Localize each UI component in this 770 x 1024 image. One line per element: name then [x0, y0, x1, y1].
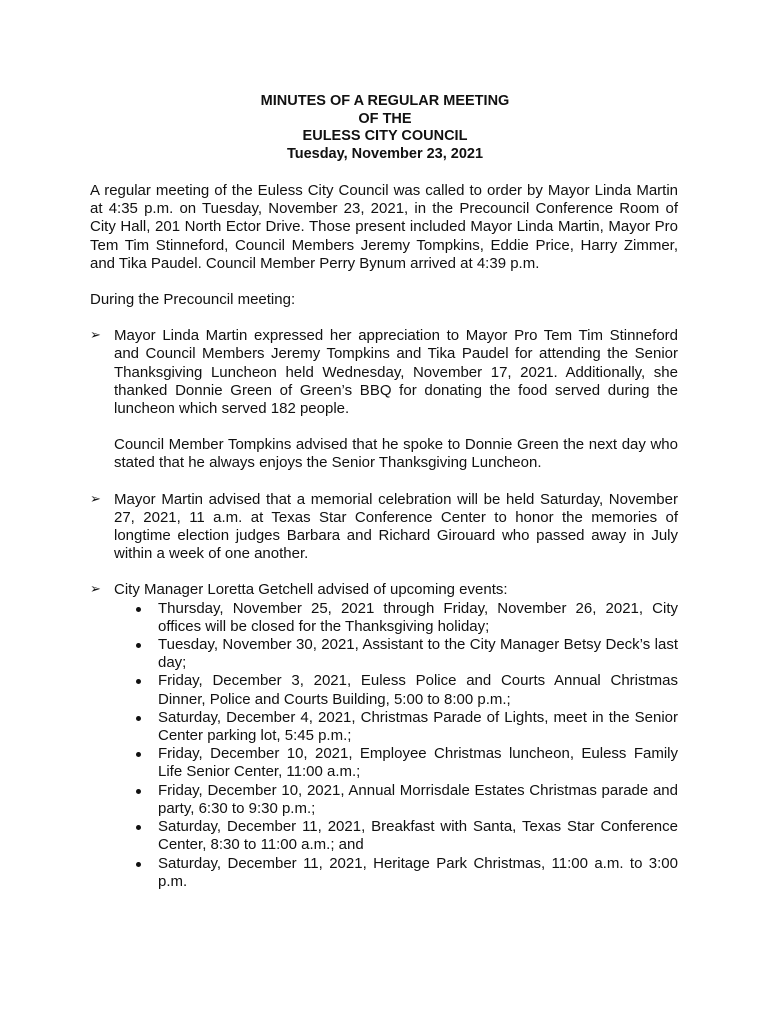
document-title [0, 93, 770, 163]
dot-bullet-icon [136, 825, 141, 830]
dot-bullet-icon [136, 862, 141, 867]
agenda-item-1-followup: Council Member Tompkins advised that he spoke to Donnie Green the next day who stated that he always enjoys the Senior Thanksgiving Luncheon. [114, 436, 678, 472]
title-line-2: OF THE [358, 110, 412, 127]
dot-bullet-icon [136, 752, 141, 757]
event-text: Friday, December 3, 2021, Euless Police and Courts Annual Christmas Dinner, Police and Courts Building, 5:00 to 8:00 p.m.; [158, 672, 678, 708]
intro-paragraph: A regular meeting of the Euless City Council was called to order by Mayor Linda Martin at 4:35 p.m. on Tuesday, November 23, 2021, in the Precouncil Conference Room of City Hall, 201 North Ector Drive. Those present included Mayor Linda Martin, Mayor Pro Tem Tim Stinneford, Council Members Jeremy Tompkins, Eddie Price, Harry Zimmer, and Tika Paudel. Council Member Perry Bynum arrived at 4:39 p.m. [90, 182, 678, 272]
dot-bullet-icon [136, 643, 141, 648]
event-text: Thursday, November 25, 2021 through Friday, November 26, 2021, City offices will be closed for the Thanksgiving holiday; [158, 599, 678, 635]
event-item [158, 636, 678, 672]
events-list [90, 600, 678, 891]
title-line-1: MINUTES OF A REGULAR MEETING [260, 93, 510, 109]
document-body [90, 182, 678, 891]
agenda-item-1 [90, 327, 678, 472]
arrow-bullet-icon: ➢ [90, 328, 101, 344]
agenda-item-3-text: City Manager Loretta Getchell advised of upcoming events: [114, 581, 508, 599]
event-item [158, 600, 678, 636]
event-text: Saturday, December 4, 2021, Christmas Parade of Lights, meet in the Senior Center parking lot, 5:45 p.m.; [158, 708, 678, 745]
event-text: Saturday, December 11, 2021, Heritage Park Christmas, 11:00 a.m. to 3:00 p.m. [158, 854, 678, 890]
event-item [158, 782, 678, 818]
dot-bullet-icon [136, 607, 141, 612]
agenda-item-1-text: Mayor Linda Martin expressed her appreciation to Mayor Pro Tem Tim Stinneford and Council Members Jeremy Tompkins and Tika Paudel for attending the Senior Thanksgiving Luncheon held Wednesday, November 17, 2021. Additionally, she thanked Donnie Green of Green’s BBQ for donating the food served during the luncheon which served 182 people. [114, 327, 678, 418]
event-text: Saturday, December 11, 2021, Breakfast with Santa, Texas Star Conference Center, 8:30 to 11:00 a.m.; and [158, 818, 678, 854]
event-text: Tuesday, November 30, 2021, Assistant to the City Manager Betsy Deck’s last day; [158, 636, 678, 672]
dot-bullet-icon [136, 716, 141, 721]
arrow-bullet-icon: ➢ [90, 491, 101, 507]
title-date: Tuesday, November 23, 2021 [286, 145, 484, 162]
event-text: Friday, December 10, 2021, Employee Christmas luncheon, Euless Family Life Senior Center, 11:00 a.m.; [158, 745, 678, 781]
event-item [158, 672, 678, 708]
dot-bullet-icon [136, 789, 141, 794]
precouncil-heading: During the Precouncil meeting: [90, 291, 296, 309]
event-item [158, 855, 678, 891]
event-text: Friday, December 10, 2021, Annual Morrisdale Estates Christmas parade and party, 6:30 to 9:30 p.m.; [158, 781, 678, 817]
arrow-bullet-icon: ➢ [90, 582, 101, 598]
event-item [158, 745, 678, 781]
agenda-item-3 [90, 581, 678, 599]
agenda-item-2-text: Mayor Martin advised that a memorial celebration will be held Saturday, November 27, 2021, 11 a.m. at Texas Star Conference Center to honor the memories of longtime election judges Barbara and Richard Girouard who passed away in July within a week of one another. [114, 490, 678, 563]
event-item [158, 818, 678, 854]
title-line-3: EULESS CITY COUNCIL [302, 128, 468, 144]
dot-bullet-icon [136, 679, 141, 684]
agenda-item-2 [90, 491, 678, 564]
event-item [158, 709, 678, 745]
